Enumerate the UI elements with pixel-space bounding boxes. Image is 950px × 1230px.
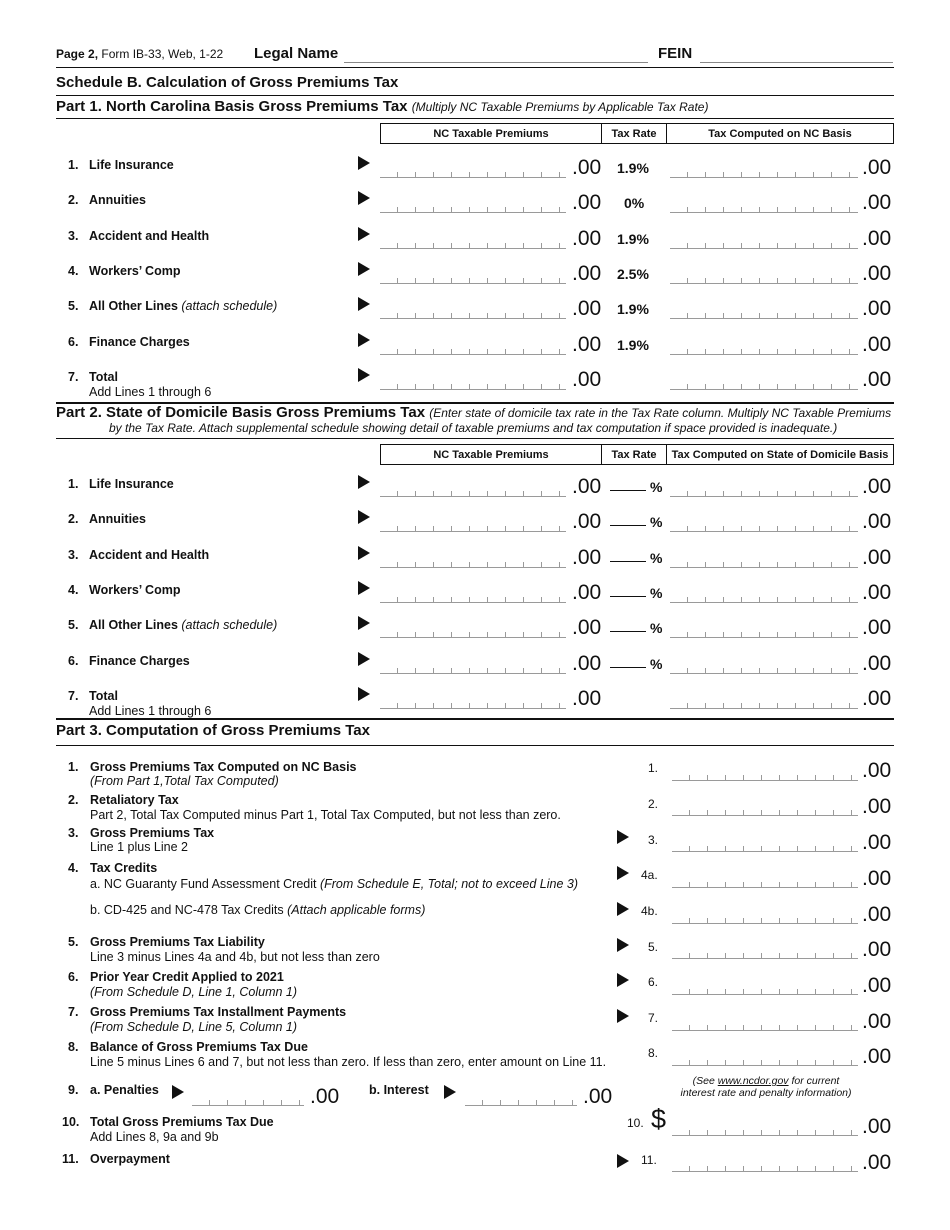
p3-line4a-cents: .00 — [862, 867, 892, 890]
p3-line5-cents: .00 — [862, 938, 892, 961]
part1-rule — [56, 118, 894, 119]
p3-line10-label: Total Gross Premiums Tax Due — [90, 1115, 274, 1129]
part3-rule-top — [56, 718, 894, 720]
p3-line1-ref: 1. — [648, 761, 659, 775]
p3-line4b-text: b. CD-425 and NC-478 Tax Credits — [90, 903, 284, 917]
p3-line2-cents: .00 — [862, 795, 892, 818]
part2-row4-pct: % — [650, 585, 663, 601]
part1-row5-label: All Other Lines (attach schedule) — [89, 299, 278, 313]
p3-line4b-arrow-icon — [617, 902, 629, 916]
p3-line4a-arrow-icon — [617, 866, 629, 880]
p3-line3-label: Gross Premiums Tax — [90, 826, 215, 840]
part2-row2-tax-field[interactable] — [670, 524, 858, 532]
part1-row5-rate: 1.9% — [617, 301, 649, 317]
part2-row6-pct: % — [650, 656, 663, 672]
part2-row2-arrow-icon — [358, 510, 370, 524]
part2-row1-tax-cents: .00 — [862, 475, 892, 498]
p3-line9-note: (See www.ncdor.gov for current interest rate and penalty information) — [680, 1075, 852, 1099]
part2-row6-arrow-icon — [358, 652, 370, 666]
part2-row5-premiums-cents: .00 — [572, 616, 602, 639]
part2-row4-tax-cents: .00 — [862, 581, 892, 604]
part1-row2-rate: 0% — [624, 195, 645, 211]
p3-line2-sub: Part 2, Total Tax Computed minus Part 1, Total Tax Computed, but not less than zero. — [90, 808, 561, 822]
dollar-sign: $ — [651, 1104, 667, 1134]
part1-row7-tax-cents: .00 — [862, 368, 892, 391]
p3-line2-label: Retaliatory Tax — [90, 793, 179, 807]
part1-row5-tax-cents: .00 — [862, 297, 892, 320]
p3-line4b-field[interactable] — [672, 916, 858, 924]
p3-line8-label: Balance of Gross Premiums Tax Due — [90, 1040, 308, 1054]
part1-row4-rate: 2.5% — [617, 266, 649, 282]
part2-row6-label: Finance Charges — [89, 654, 190, 668]
part2-row5-tax-field[interactable] — [670, 630, 858, 638]
part2-col-rate: Tax Rate — [601, 444, 667, 465]
p3-line5-sub: Line 3 minus Lines 4a and 4b, but not less than zero — [90, 950, 380, 964]
part2-row7-premiums-field[interactable] — [380, 701, 566, 709]
part2-row7-sub: Add Lines 1 through 6 — [89, 704, 212, 718]
p3-line3-sub: Line 1 plus Line 2 — [90, 840, 188, 854]
part2-heading — [56, 404, 891, 421]
p3-line4b-note: (Attach applicable forms) — [287, 903, 426, 917]
part1-row1-rate: 1.9% — [617, 160, 649, 176]
part2-row5-pct: % — [650, 620, 663, 636]
part2-row4-premiums-cents: .00 — [572, 581, 602, 604]
part1-row2-tax-field[interactable] — [670, 205, 858, 213]
part2-note-2: by the Tax Rate. Attach supplemental schedule showing detail of taxable premiums and tax computation if space provided is inadequate.) — [109, 421, 838, 435]
part1-row4-tax-field[interactable] — [670, 276, 858, 284]
p3-line10-num: 10. — [62, 1115, 80, 1129]
p3-line8-sub: Line 5 minus Lines 6 and 7, but not less than zero. If less than zero, enter amount on Line 11. — [90, 1055, 607, 1069]
part2-row5-num: 5. — [68, 618, 79, 632]
p3-line4a-text: a. NC Guaranty Fund Assessment Credit — [90, 877, 317, 891]
part2-row2-premiums-field[interactable] — [380, 524, 566, 532]
p3-line8-cents: .00 — [862, 1045, 892, 1068]
part3-title: Part 3. Computation of Gross Premiums Tax — [56, 722, 370, 739]
part1-row2-tax-cents: .00 — [862, 191, 892, 214]
part2-row5-premiums-field[interactable] — [380, 630, 566, 638]
part1-row3-premiums-cents: .00 — [572, 227, 602, 250]
legal-name-field[interactable] — [344, 62, 648, 63]
part1-row2-arrow-icon — [358, 191, 370, 205]
part2-row3-premiums-field[interactable] — [380, 560, 566, 568]
p3-line9a-arrow-icon — [172, 1085, 184, 1099]
part2-row1-tax-field[interactable] — [670, 489, 858, 497]
part2-row4-rate-field[interactable] — [610, 596, 646, 597]
part2-row3-pct: % — [650, 550, 663, 566]
part2-row2-num: 2. — [68, 512, 79, 526]
part1-row6-rate: 1.9% — [617, 337, 649, 353]
p3-line9b-cents: .00 — [583, 1085, 613, 1108]
p3-line10-field[interactable] — [672, 1128, 858, 1136]
form-id: Form IB-33, Web, 1-22 — [101, 47, 224, 61]
p3-line3-num: 3. — [68, 826, 79, 840]
p3-line6-field[interactable] — [672, 987, 858, 995]
part1-row1-tax-field[interactable] — [670, 170, 858, 178]
part2-row1-num: 1. — [68, 477, 79, 491]
p3-line8-field[interactable] — [672, 1058, 858, 1066]
p3-line5-num: 5. — [68, 935, 79, 949]
part2-row7-label: Total — [89, 689, 118, 703]
part2-row2-rate-field[interactable] — [610, 525, 646, 526]
part1-col-rate: Tax Rate — [601, 123, 667, 144]
part2-row5-arrow-icon — [358, 616, 370, 630]
p3-line2-num: 2. — [68, 793, 79, 807]
part1-row3-arrow-icon — [358, 227, 370, 241]
p3-line6-num: 6. — [68, 970, 79, 984]
part1-row6-tax-cents: .00 — [862, 333, 892, 356]
part1-row1-premiums-cents: .00 — [572, 156, 602, 179]
p3-line11-ref: 11. — [641, 1153, 657, 1167]
p3-line11-cents: .00 — [862, 1151, 892, 1174]
p3-line4-label: Tax Credits — [90, 861, 158, 875]
part2-row1-premiums-field[interactable] — [380, 489, 566, 497]
p3-line8-num: 8. — [68, 1040, 79, 1054]
part2-row7-tax-field[interactable] — [670, 701, 858, 709]
part2-row3-premiums-cents: .00 — [572, 546, 602, 569]
part1-row3-premiums-field[interactable] — [380, 241, 566, 249]
p3-line9-num: 9. — [68, 1083, 79, 1097]
part2-row5-label: All Other Lines (attach schedule) — [89, 618, 278, 632]
part2-row1-premiums-cents: .00 — [572, 475, 602, 498]
part1-row5-arrow-icon — [358, 297, 370, 311]
p3-line7-label: Gross Premiums Tax Installment Payments — [90, 1005, 347, 1019]
part1-row5-tax-field[interactable] — [670, 311, 858, 319]
part2-row1-label: Life Insurance — [89, 477, 174, 491]
part1-row1-label: Life Insurance — [89, 158, 174, 172]
part1-row4-premiums-cents: .00 — [572, 262, 602, 285]
part1-row5-premiums-field[interactable] — [380, 311, 566, 319]
part1-row2-label: Annuities — [89, 193, 146, 207]
part1-row2-premiums-cents: .00 — [572, 191, 602, 214]
part1-row2-premiums-field[interactable] — [380, 205, 566, 213]
p3-line5-arrow-icon — [617, 938, 629, 952]
p3-line10-sub: Add Lines 8, 9a and 9b — [90, 1130, 219, 1144]
p3-line10-ref: 10. — [627, 1116, 644, 1130]
part1-row7-premiums-field[interactable] — [380, 382, 566, 390]
fein-field[interactable] — [700, 62, 893, 63]
schedule-title: Schedule B. Calculation of Gross Premiums Tax — [56, 74, 399, 91]
part1-row7-premiums-cents: .00 — [572, 368, 602, 391]
part1-row7-tax-field[interactable] — [670, 382, 858, 390]
p3-line5-field[interactable] — [672, 951, 858, 959]
part2-row1-rate-field[interactable] — [610, 490, 646, 491]
p3-line3-cents: .00 — [862, 831, 892, 854]
p3-line7-ref: 7. — [648, 1011, 659, 1025]
part1-row7-label: Total — [89, 370, 118, 384]
p3-line5-ref: 5. — [648, 940, 659, 954]
part1-row7-sub: Add Lines 1 through 6 — [89, 385, 212, 399]
part1-row4-tax-cents: .00 — [862, 262, 892, 285]
part2-col-premiums: NC Taxable Premiums — [380, 444, 602, 465]
part2-row1-arrow-icon — [358, 475, 370, 489]
part1-row7-num: 7. — [68, 370, 79, 384]
part1-row2-num: 2. — [68, 193, 79, 207]
p3-line1-label: Gross Premiums Tax Computed on NC Basis — [90, 760, 357, 774]
p3-line7-sub: (From Schedule D, Line 5, Column 1) — [90, 1020, 298, 1034]
p3-line11-num: 11. — [62, 1152, 79, 1166]
part2-row6-num: 6. — [68, 654, 79, 668]
part1-row6-premiums-field[interactable] — [380, 347, 566, 355]
p3-line8-ref: 8. — [648, 1046, 659, 1060]
part1-row3-rate: 1.9% — [617, 231, 649, 247]
part1-row3-label: Accident and Health — [89, 229, 210, 243]
p3-line11-label: Overpayment — [90, 1152, 170, 1166]
p3-line1-sub: (From Part 1,Total Tax Computed) — [90, 774, 279, 788]
part2-row3-label: Accident and Health — [89, 548, 210, 562]
part2-row6-premiums-cents: .00 — [572, 652, 602, 675]
p3-line11-field[interactable] — [672, 1164, 858, 1172]
p3-line1-field[interactable] — [672, 773, 858, 781]
part1-row7-arrow-icon — [358, 368, 370, 382]
part2-col-tax: Tax Computed on State of Domicile Basis — [666, 444, 894, 465]
p3-line1-cents: .00 — [862, 759, 892, 782]
part2-row5-tax-cents: .00 — [862, 616, 892, 639]
p3-line7-num: 7. — [68, 1005, 79, 1019]
part1-row3-num: 3. — [68, 229, 79, 243]
part2-row2-premiums-cents: .00 — [572, 510, 602, 533]
p3-line9a-label: a. Penalties — [90, 1083, 159, 1097]
part1-title: Part 1. North Carolina Basis Gross Premiums Tax — [56, 98, 408, 115]
p3-line9b-arrow-icon — [444, 1085, 456, 1099]
part2-row3-arrow-icon — [358, 546, 370, 560]
p3-line3-arrow-icon — [617, 830, 629, 844]
part2-row6-premiums-field[interactable] — [380, 666, 566, 674]
schedule-rule — [56, 95, 894, 96]
part1-row5-num: 5. — [68, 299, 79, 313]
part2-row2-pct: % — [650, 514, 663, 530]
p3-line10-cents: .00 — [862, 1115, 892, 1138]
part1-row1-tax-cents: .00 — [862, 156, 892, 179]
part2-row7-num: 7. — [68, 689, 79, 703]
part2-row6-rate-field[interactable] — [610, 667, 646, 668]
page-header — [56, 47, 223, 61]
part1-row6-arrow-icon — [358, 333, 370, 347]
legal-name-label: Legal Name — [254, 45, 339, 62]
p3-line9b-interest-field[interactable] — [465, 1098, 577, 1106]
p3-line6-ref: 6. — [648, 975, 659, 989]
part1-row6-label: Finance Charges — [89, 335, 190, 349]
part1-col-premiums: NC Taxable Premiums — [380, 123, 602, 144]
part2-row4-arrow-icon — [358, 581, 370, 595]
p3-line3-ref: 3. — [648, 833, 659, 847]
part1-col-tax: Tax Computed on NC Basis — [666, 123, 894, 144]
part2-row7-premiums-cents: .00 — [572, 687, 602, 710]
part2-row3-tax-cents: .00 — [862, 546, 892, 569]
part2-row4-num: 4. — [68, 583, 79, 597]
part1-row1-premiums-field[interactable] — [380, 170, 566, 178]
p3-line7-field[interactable] — [672, 1023, 858, 1031]
part2-row4-premiums-field[interactable] — [380, 595, 566, 603]
part2-row3-tax-field[interactable] — [670, 560, 858, 568]
p3-line4b-cents: .00 — [862, 903, 892, 926]
p3-line4b-ref: 4b. — [641, 904, 658, 918]
p3-line4a-field[interactable] — [672, 880, 858, 888]
part2-row4-label: Workers’ Comp — [89, 583, 181, 597]
part2-row1-pct: % — [650, 479, 663, 495]
part2-row2-label: Annuities — [89, 512, 146, 526]
part1-row4-premiums-field[interactable] — [380, 276, 566, 284]
header-rule — [56, 67, 894, 68]
part1-row6-num: 6. — [68, 335, 79, 349]
part2-rule — [56, 438, 894, 439]
p3-line6-label: Prior Year Credit Applied to 2021 — [90, 970, 284, 984]
part2-row6-tax-field[interactable] — [670, 666, 858, 674]
part1-row4-num: 4. — [68, 264, 79, 278]
part1-row1-arrow-icon — [358, 156, 370, 170]
p3-line9b-label: b. Interest — [369, 1083, 429, 1097]
part1-row6-premiums-cents: .00 — [572, 333, 602, 356]
part1-row6-tax-field[interactable] — [670, 347, 858, 355]
p3-line1-num: 1. — [68, 760, 79, 774]
p3-line7-cents: .00 — [862, 1010, 892, 1033]
p3-line3-field[interactable] — [672, 844, 858, 852]
p3-line6-cents: .00 — [862, 974, 892, 997]
fein-label: FEIN — [658, 45, 693, 62]
p3-line6-arrow-icon — [617, 973, 629, 987]
ncdor-link[interactable]: www.ncdor.gov — [717, 1075, 789, 1087]
part1-note: (Multiply NC Taxable Premiums by Applicable Tax Rate) — [411, 100, 709, 114]
part1-row4-arrow-icon — [358, 262, 370, 276]
part2-row3-rate-field[interactable] — [610, 561, 646, 562]
p3-line5-label: Gross Premiums Tax Liability — [90, 935, 265, 949]
p3-line2-field[interactable] — [672, 808, 858, 816]
part1-row4-label: Workers’ Comp — [89, 264, 181, 278]
part2-row7-arrow-icon — [358, 687, 370, 701]
part2-title: Part 2. State of Domicile Basis Gross Premiums Tax — [56, 404, 426, 421]
part2-note-1: (Enter state of domicile tax rate in the Tax Rate column. Multiply NC Taxable Premiums — [429, 406, 892, 420]
p3-line4-num: 4. — [68, 861, 79, 875]
part2-row4-tax-field[interactable] — [670, 595, 858, 603]
part2-row5-rate-field[interactable] — [610, 631, 646, 632]
p3-line9a-penalties-field[interactable] — [192, 1098, 304, 1106]
p3-line4b-label — [90, 903, 425, 917]
part1-row5-premiums-cents: .00 — [572, 297, 602, 320]
p3-line2-ref: 2. — [648, 797, 659, 811]
p3-line4a-note: (From Schedule E, Total; not to exceed Line 3) — [319, 877, 578, 891]
p3-line9a-cents: .00 — [310, 1085, 340, 1108]
part2-row2-tax-cents: .00 — [862, 510, 892, 533]
part1-row1-num: 1. — [68, 158, 79, 172]
page-number: Page 2, — [56, 47, 99, 61]
p3-line11-arrow-icon — [617, 1154, 629, 1168]
part2-row3-num: 3. — [68, 548, 79, 562]
part3-rule — [56, 745, 894, 746]
p3-line4a-label — [90, 877, 578, 891]
part2-row6-tax-cents: .00 — [862, 652, 892, 675]
part1-row3-tax-cents: .00 — [862, 227, 892, 250]
part1-heading — [56, 98, 708, 115]
part2-row7-tax-cents: .00 — [862, 687, 892, 710]
p3-line6-sub: (From Schedule D, Line 1, Column 1) — [90, 985, 298, 999]
part1-row3-tax-field[interactable] — [670, 241, 858, 249]
p3-line4a-ref: 4a. — [641, 868, 658, 882]
p3-line7-arrow-icon — [617, 1009, 629, 1023]
